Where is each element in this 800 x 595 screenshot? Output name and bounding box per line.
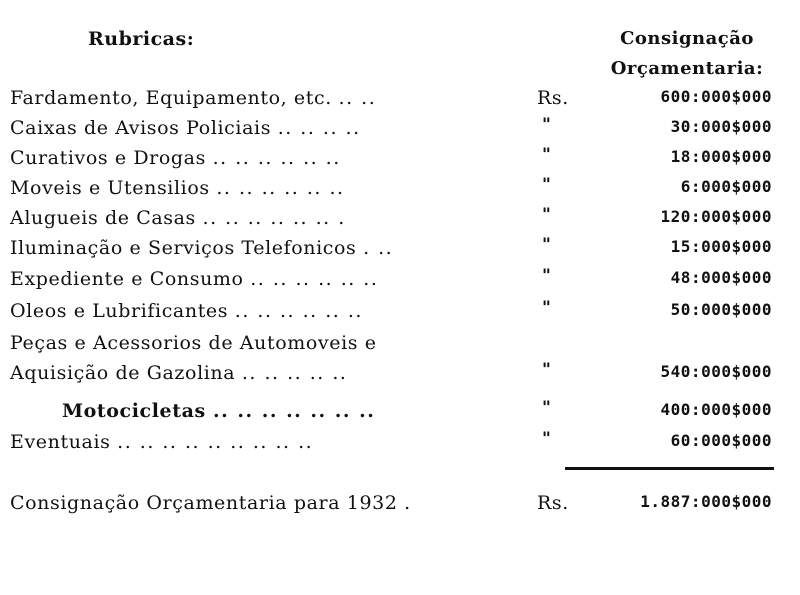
ditto-mark: " — [542, 398, 552, 418]
row-label: Alugueis de Casas — [10, 207, 196, 229]
row-label: Fardamento, Equipamento, etc. — [10, 87, 332, 109]
row-label: Oleos e Lubrificantes — [10, 300, 229, 322]
ditto-mark: " — [542, 235, 552, 255]
currency-unit: Rs. — [537, 87, 569, 109]
row-amount: 48:000$000 — [670, 268, 772, 287]
budget-row-expediente — [0, 268, 800, 298]
ditto-mark: " — [542, 205, 552, 225]
leader-dots: .. .. .. .. .. — [241, 362, 348, 384]
row-amount: 18:000$000 — [670, 147, 772, 166]
budget-row-oleos — [0, 300, 800, 330]
row-amount: 50:000$000 — [670, 300, 772, 319]
rubricas-heading: Rubricas: — [88, 28, 195, 50]
consignacao-heading-line1: Consignação — [620, 28, 754, 49]
leader-dots: .. .. — [338, 87, 377, 109]
row-label: Curativos e Drogas — [10, 147, 206, 169]
leader-dots: .. .. .. .. .. .. — [234, 300, 363, 322]
leader-dots: .. .. .. .. .. .. — [250, 268, 379, 290]
row-amount: 60:000$000 — [670, 431, 772, 450]
ditto-mark: " — [542, 298, 552, 318]
row-label: Expediente e Consumo — [10, 268, 244, 290]
row-label: Moveis e Utensilios — [10, 177, 210, 199]
leader-dots: .. .. .. .. .. .. — [212, 147, 341, 169]
row-label: Motocicletas — [62, 400, 206, 422]
budget-row-gazolina — [0, 362, 800, 392]
row-label: Caixas de Avisos Policiais — [10, 117, 272, 139]
row-amount: 600:000$000 — [660, 87, 772, 106]
total-currency-unit: Rs. — [537, 492, 569, 514]
ditto-mark: " — [542, 115, 552, 135]
leader-dots: .. .. .. .. .. .. .. .. .. — [117, 431, 314, 453]
row-amount: 6:000$000 — [680, 177, 772, 196]
budget-row-fardamento — [0, 87, 800, 117]
total-rule — [565, 467, 774, 470]
budget-row-pecas — [0, 332, 800, 362]
total-amount: 1.887:000$000 — [640, 492, 772, 511]
consignacao-heading — [592, 24, 782, 84]
ditto-mark: " — [542, 266, 552, 286]
leader-dots: . .. — [363, 237, 394, 259]
ditto-mark: " — [542, 360, 552, 380]
budget-row-curativos — [0, 147, 800, 177]
consignacao-heading-line2: Orçamentaria: — [610, 58, 764, 79]
budget-row-motocicletas — [0, 400, 800, 430]
budget-row-alugueis — [0, 207, 800, 237]
row-amount: 15:000$000 — [670, 237, 772, 256]
row-amount: 540:000$000 — [660, 362, 772, 381]
budget-row-eventuais — [0, 431, 800, 461]
total-label: Consignação Orçamentaria para 1932 . — [10, 492, 411, 514]
leader-dots: .. .. .. .. .. .. .. — [213, 400, 376, 422]
row-amount: 120:000$000 — [660, 207, 772, 226]
row-amount: 30:000$000 — [670, 117, 772, 136]
ditto-mark: " — [542, 145, 552, 165]
budget-row-caixas — [0, 117, 800, 147]
ditto-mark: " — [542, 175, 552, 195]
ditto-mark: " — [542, 429, 552, 449]
row-label: Peças e Acessorios de Automoveis e — [10, 332, 377, 354]
row-label: Iluminação e Serviços Telefonicos — [10, 237, 357, 259]
leader-dots: .. .. .. .. — [277, 117, 361, 139]
row-label: Aquisição de Gazolina — [10, 362, 236, 384]
leader-dots: .. .. .. .. .. .. . — [202, 207, 346, 229]
budget-row-iluminacao — [0, 237, 800, 267]
budget-row-moveis — [0, 177, 800, 207]
total-row — [0, 492, 800, 522]
leader-dots: .. .. .. .. .. .. — [216, 177, 345, 199]
row-label: Eventuais — [10, 431, 111, 453]
row-amount: 400:000$000 — [660, 400, 772, 419]
